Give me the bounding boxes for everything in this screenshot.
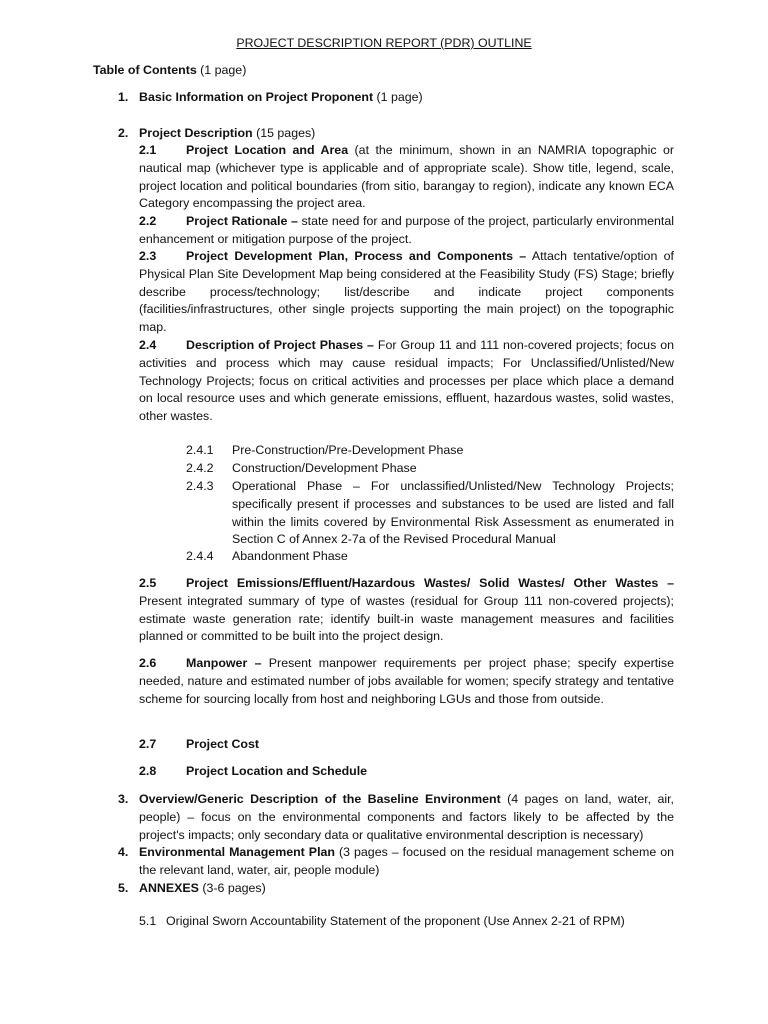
subsection-2-6	[139, 655, 674, 708]
subsection-heading: Project Location and Area	[186, 143, 349, 157]
subsection-text: Present integrated summary of type of wastes (residual for Group 111 non-covered projects); estimate waste generation rate; identify built-in waste management measures and facilities planned or committed to be built into the project design.	[139, 593, 674, 644]
phase-text: Abandonment Phase	[232, 549, 348, 563]
subsection-heading: Project Emissions/Effluent/Hazardous Wastes/ Solid Wastes/ Other Wastes –	[186, 576, 674, 590]
toc-label: Table of Contents	[93, 63, 197, 77]
phase-text: Pre-Construction/Pre-Development Phase	[232, 443, 464, 457]
subsection-heading: Project Rationale –	[186, 214, 298, 228]
section-2	[118, 125, 674, 143]
phase-item	[186, 460, 674, 478]
subsection-number: 2.6	[139, 656, 157, 670]
subsection-number: 2.8	[139, 764, 157, 778]
subsection-number: 2.1	[139, 143, 157, 157]
section-number: 2.	[118, 126, 129, 140]
subsection-number: 2.7	[139, 737, 157, 751]
section-pages: (1 page)	[376, 90, 423, 104]
page-title: PROJECT DESCRIPTION REPORT (PDR) OUTLINE	[236, 36, 532, 50]
toc-pages: (1 page)	[200, 63, 247, 77]
subsection-number: 2.4	[139, 338, 157, 352]
subsection-text: Attach tentative/option of Physical Plan Site Development Map being considered at the Feasibility Study (FS) Stage; briefly describe process/technology; list/describe and indicate project components (facilities/infrastructures, other single projects supporting the main project) on the topographic map.	[139, 249, 674, 335]
phase-text: Construction/Development Phase	[232, 461, 417, 475]
phase-item	[186, 442, 674, 460]
section-pages: (3-6 pages)	[202, 881, 266, 895]
section-number: 1.	[118, 90, 129, 104]
section-3	[118, 791, 674, 844]
subsection-text: Present manpower requirements per project phase; specify expertise needed, nature and estimated number of jobs available for women; specify strategy and tentative scheme for sourcing locally from host and neighboring LGUs and those from outside.	[139, 656, 674, 706]
subsection-text: state need for and purpose of the project, particularly environmental enhancement or mitigation purpose of the project.	[139, 214, 674, 246]
annex-item	[139, 914, 625, 928]
subsection-heading: Project Development Plan, Process and Components –	[186, 249, 527, 263]
section-text: – focus on the environmental components and factors likely to be affected by the project's impacts; only secondary data or qualitative environmental description is necessary)	[139, 809, 674, 842]
subsection-2-2	[139, 213, 674, 249]
subsection-number: 2.3	[139, 249, 157, 263]
section-heading: Basic Information on Project Proponent	[139, 90, 374, 104]
subsection-text: (at the minimum, shown in an NAMRIA topographic or nautical map (whichever type is applicable and of appropriate scale). Show title, legend, scale, project location and political boundaries (from sitio, barangay to region), indicate any known ECA Category encompassing the project area.	[139, 143, 674, 211]
subsection-2-4	[139, 337, 674, 426]
subsection-2-3	[139, 248, 674, 337]
section-number: 4.	[118, 845, 129, 859]
subsection-2-7	[139, 736, 674, 754]
phase-number: 2.4.2	[186, 461, 214, 475]
section-number: 3.	[118, 792, 129, 806]
subsection-2-1	[139, 142, 674, 213]
section-heading: Environmental Management Plan	[139, 845, 335, 859]
section-heading: Project Description	[139, 126, 253, 140]
section-1	[118, 89, 674, 107]
subsection-text: For Group 11 and 111 non-covered projects; focus on activities and process which may cause residual impacts; For Unclassified/Unlisted/New Technology Projects; focus on critical activities and processes per place which place a demand on local resource uses and which generate emissions, effluent, hazardous wastes, solid wastes, other wastes.	[139, 338, 674, 424]
phase-text: Operational Phase – For unclassified/Unlisted/New Technology Projects; specifically present if processes and substances to be used are listed and fall within the limits covered by Environmental Risk Assessment as enumerated in Section C of Annex 2-7a of the Revised Procedural Manual	[232, 479, 674, 547]
subsection-heading: Manpower –	[186, 656, 262, 670]
annex-number: 5.1	[139, 914, 157, 928]
section-heading: Overview/Generic Description of the Baseline Environment	[139, 792, 501, 806]
subsection-heading: Description of Project Phases –	[186, 338, 374, 352]
section-4	[118, 844, 674, 880]
section-pages: (3 pages – focused on the residual management scheme on the relevant land, water, air, people module)	[139, 845, 674, 877]
annex-text: Original Sworn Accountability Statement of the proponent (Use Annex 2-21 of RPM)	[166, 914, 625, 928]
section-number: 5.	[118, 881, 129, 895]
subsection-2-5	[139, 575, 674, 646]
phase-number: 2.4.3	[186, 479, 214, 493]
subsection-heading: Project Location and Schedule	[186, 764, 368, 778]
section-5	[118, 880, 674, 898]
subsection-2-8	[139, 763, 674, 781]
subsection-number: 2.2	[139, 214, 157, 228]
toc-line	[93, 63, 246, 77]
subsection-number: 2.5	[139, 576, 157, 590]
phase-item	[186, 478, 674, 549]
phase-item	[186, 548, 674, 566]
section-pages: (4 pages on land, water, air, people)	[139, 792, 675, 824]
phase-number: 2.4.1	[186, 443, 214, 457]
section-pages: (15 pages)	[256, 126, 316, 140]
subsection-heading: Project Cost	[186, 737, 259, 751]
phase-number: 2.4.4	[186, 549, 214, 563]
section-heading: ANNEXES	[139, 881, 199, 895]
